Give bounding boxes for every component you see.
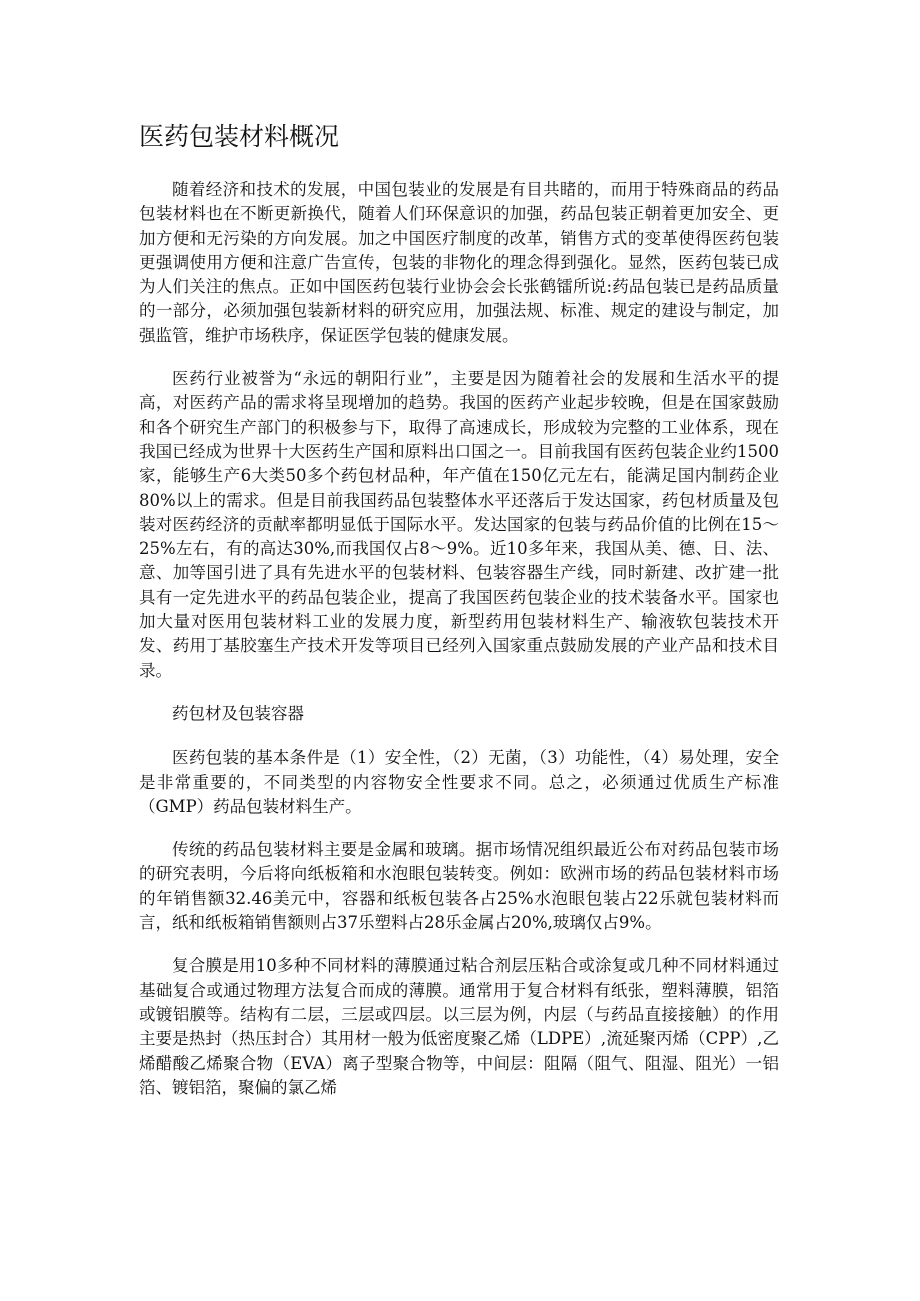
document-body xyxy=(139,178,779,1119)
section-heading: 药包材及包装容器 xyxy=(172,703,304,723)
document-title: 医药包装材料概况 xyxy=(139,122,340,151)
paragraph-traditional-materials: 传统的药品包装材料主要是金属和玻璃。据市场情况组织最近公布对药品包装市场的研究表明，今后将向纸板箱和水泡眼包装转变。例如：欧洲市场的药品包装材料市场的年销售额32.46美元中，容器和纸板包装各占25%水泡眼包装占22乐就包装材料而言，纸和纸板箱销售额则占37乐塑料占28乐金属占20%,玻璃仅占9%。 xyxy=(139,840,779,933)
paragraph-intro: 随着经济和技术的发展，中国包装业的发展是有目共睹的，而用于特殊商品的药品包装材料也在不断更新换代，随着人们环保意识的加强，药品包装正朝着更加安全、更加方便和无污染的方向发展。加之中国医疗制度的改革，销售方式的变革使得医药包装更强调使用方便和注意广告宣传，包装的非物化的理念得到强化。显然，医药包装已成为人们关注的焦点。正如中国医药包装行业协会会长张鹤镭所说:药品包装已是药品质量的一部分，必须加强包装新材料的研究应用，加强法规、标准、规定的建设与制定，加强监管，维护市场秩序，保证医学包装的健康发展。 xyxy=(139,180,779,345)
paragraph-basic-conditions: 医药包装的基本条件是（1）安全性，（2）无菌，（3）功能性，（4）易处理，安全是非常重要的，不同类型的内容物安全性要求不同。总之，必须通过优质生产标准（GMP）药品包装材料生产。 xyxy=(139,748,779,816)
paragraph-industry: 医药行业被誉为“永远的朝阳行业”，主要是因为随着社会的发展和生活水平的提高，对医药产品的需求将呈现增加的趋势。我国的医药产业起步较晚，但是在国家鼓励和各个研究生产部门的积极参与下，取得了高速成长，形成较为完整的工业体系，现在我国已经成为世界十大医药生产国和原料出口国之一。目前我国有医药包装企业约1500家，能够生产6大类50多个药包材品种，年产值在150亿元左右，能满足国内制药企业80%以上的需求。但是目前我国药品包装整体水平还落后于发达国家，药包材质量及包装对医药经济的贡献率都明显低于国际水平。发达国家的包装与药品价值的比例在15～25%左右，有的高达30%,而我国仅占8～9%。近10多年来，我国从美、德、日、法、意、加等国引进了具有先进水平的包装材料、包装容器生产线，同时新建、改扩建一批具有一定先进水平的药品包装企业，提高了我国医药包装企业的技术装备水平。国家也加大量对医用包装材料工业的发展力度，新型药用包装材料生产、输液软包装技术开发、药用丁基胶塞生产技术开发等项目已经列入国家重点鼓励发展的产业产品和技术目录。 xyxy=(139,369,779,680)
paragraph-composite-film: 复合膜是用10多种不同材料的薄膜通过粘合剂层压粘合或涂复或几种不同材料通过基础复合或通过物理方法复合而成的薄膜。通常用于复合材料有纸张，塑料薄膜，铝箔或镀铝膜等。结构有二层，三层或四层。以三层为例，内层（与药品直接接触）的作用主要是热封（热压封合）其用材一般为低密度聚乙烯（LDPE）,流延聚丙烯（CPP）,乙烯醋酸乙烯聚合物（EVA）离子型聚合物等，中间层：阻隔（阻气、阻湿、阻光）一铝箔、镀铝箔，聚偏的氯乙烯 xyxy=(139,956,779,1097)
